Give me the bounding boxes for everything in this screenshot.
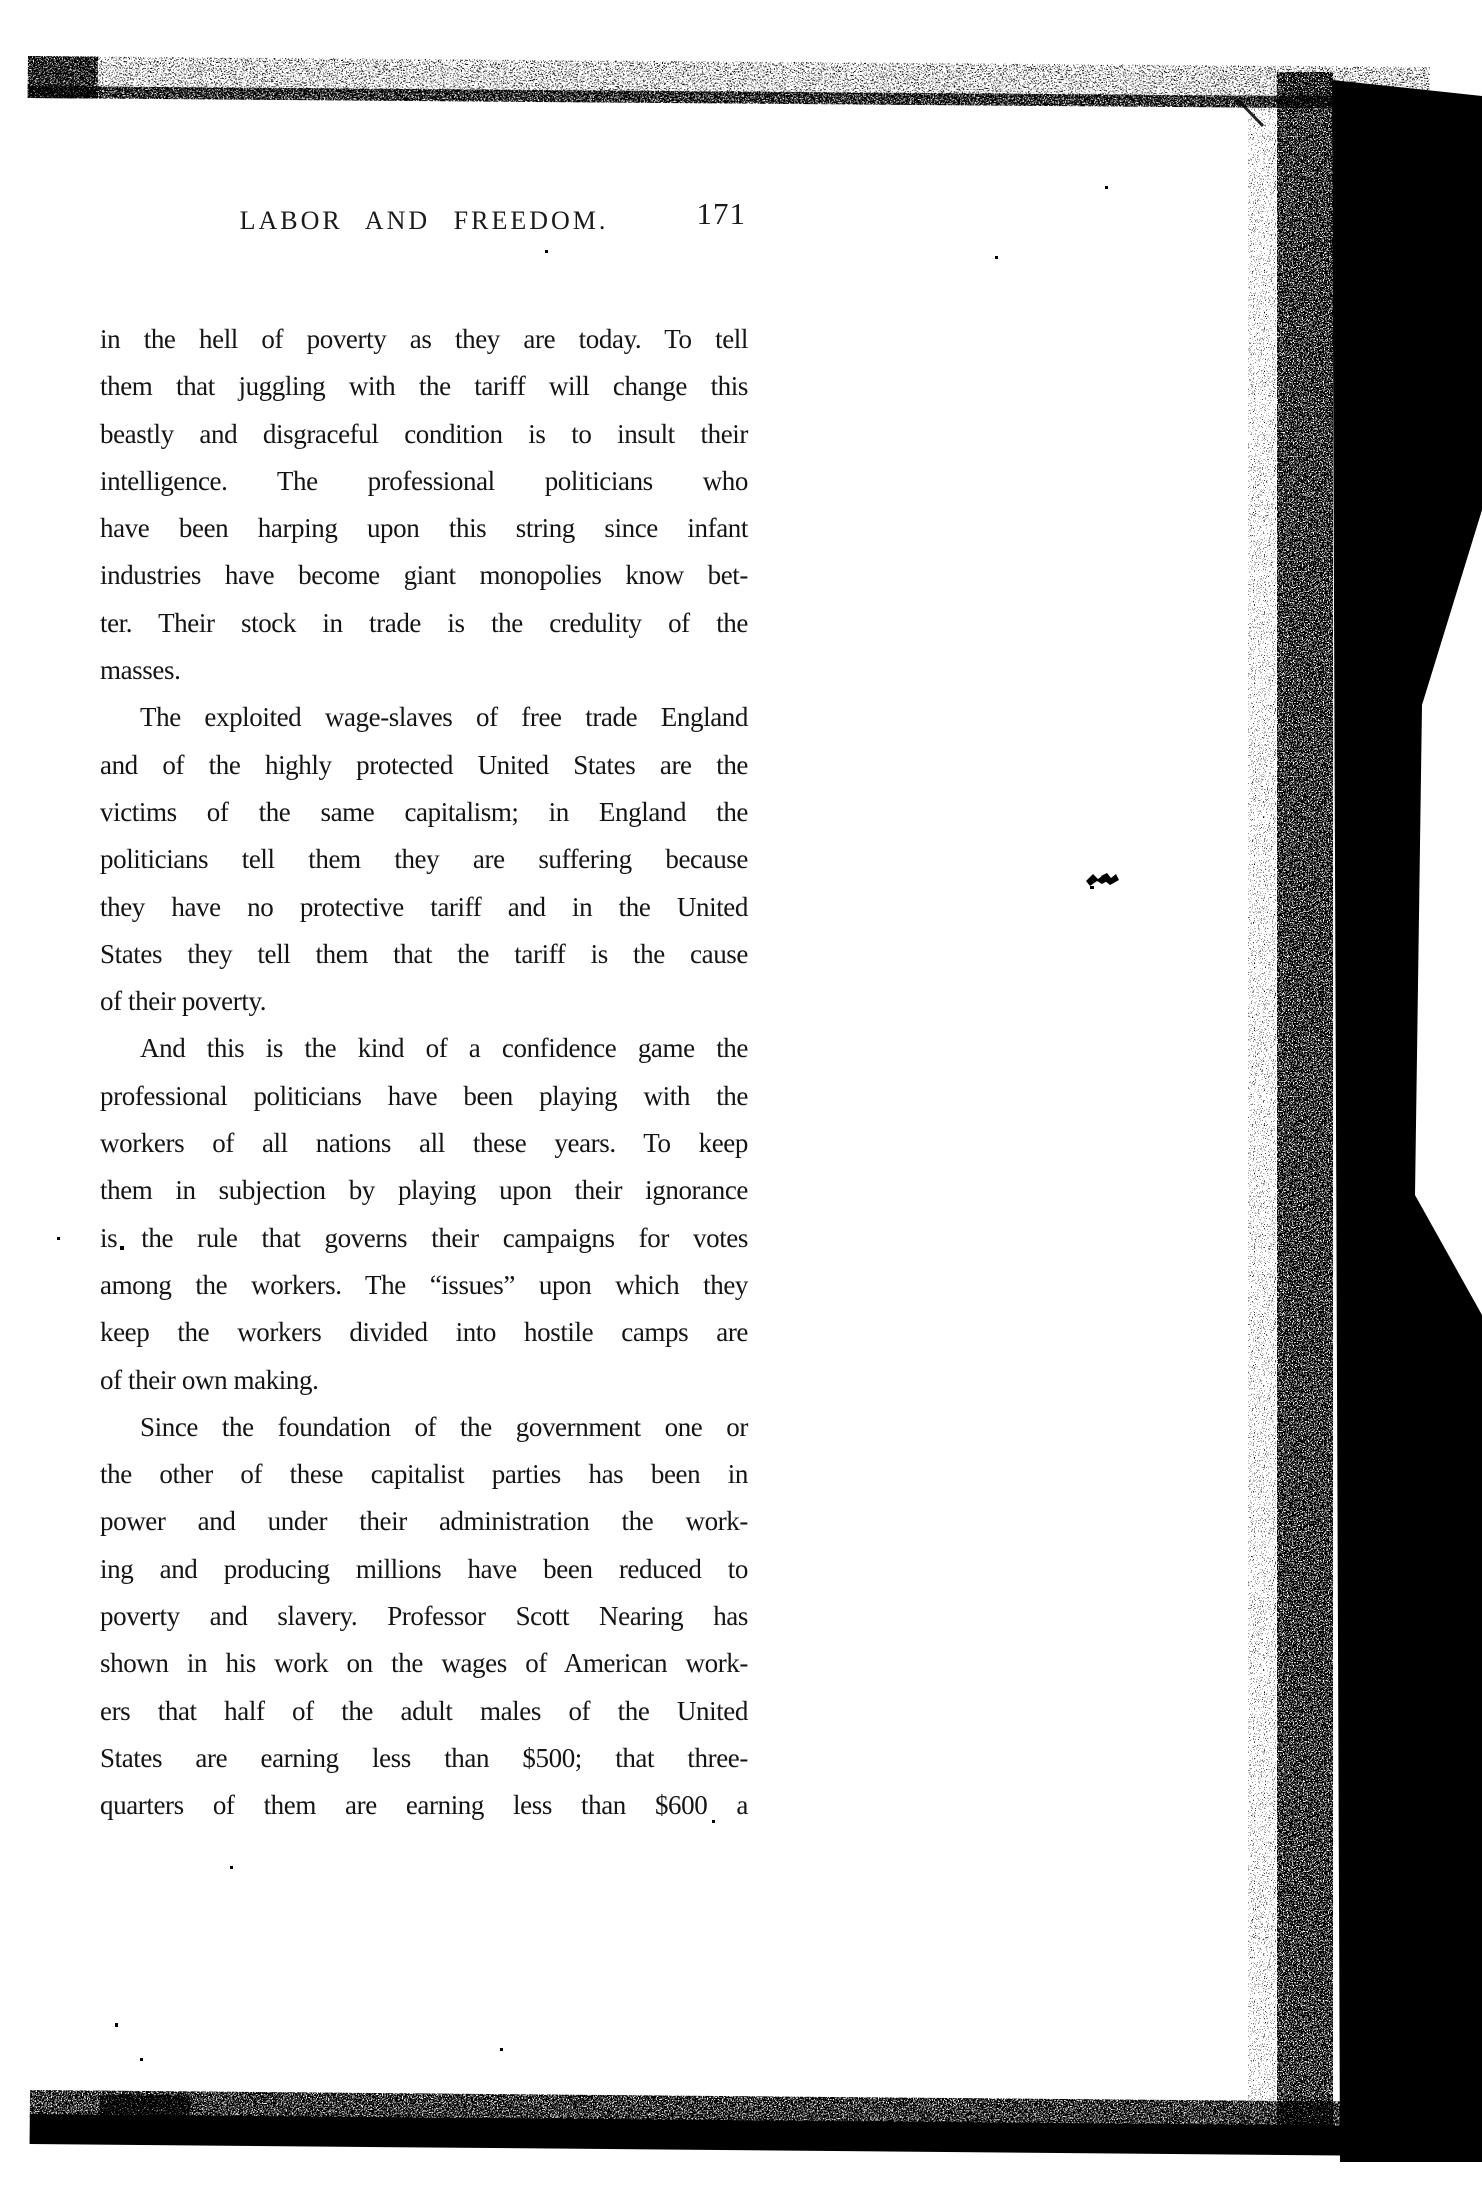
- text-line: among the workers. The “issues” upon which they: [100, 1269, 748, 1300]
- body-text: [100, 316, 748, 1830]
- text-line: keep the workers divided into hostile camps are: [100, 1317, 748, 1348]
- text-line: quarters of them are earning less than $600 a: [100, 1790, 748, 1821]
- running-title: LABOR AND FREEDOM.: [239, 206, 609, 235]
- text-line: and of the highly protected United States are the: [100, 749, 748, 780]
- text-line: masses.: [100, 655, 181, 686]
- text-line: of their poverty.: [100, 986, 267, 1017]
- paragraph: [100, 694, 748, 1025]
- paragraph: [100, 1025, 748, 1403]
- text-line: ers that half of the adult males of the United: [100, 1695, 748, 1726]
- paragraph: [100, 316, 748, 694]
- text-line: ing and producing millions have been reduced to: [100, 1553, 748, 1584]
- text-line: States they tell them that the tariff is the cause: [100, 938, 748, 969]
- text-line: ter. Their stock in trade is the credulity of the: [100, 607, 748, 638]
- text-line: of their own making.: [100, 1364, 319, 1395]
- spine-texture-strip: [1277, 72, 1333, 2144]
- text-line: victims of the same capitalism; in England the: [100, 796, 748, 827]
- ink-smudge: [1086, 873, 1119, 889]
- page-number: 171: [696, 196, 746, 231]
- text-line: they have no protective tariff and in the United: [100, 891, 748, 922]
- text-line: them in subjection by playing upon their ignorance: [100, 1175, 748, 1206]
- text-line: is the rule that governs their campaigns for votes: [100, 1222, 748, 1253]
- text-line: beastly and disgraceful condition is to insult their: [100, 418, 748, 449]
- text-line: workers of all nations all these years. To keep: [100, 1128, 748, 1159]
- paragraph: [100, 1404, 748, 1830]
- text-line: And this is the kind of a confidence game the: [140, 1033, 748, 1064]
- text-line: industries have become giant monopolies know bet-: [100, 560, 748, 591]
- text-line: intelligence. The professional politicians who: [100, 465, 748, 496]
- text-line: the other of these capitalist parties has been in: [100, 1459, 748, 1490]
- text-line: power and under their administration the work-: [100, 1506, 748, 1537]
- text-line: politicians tell them they are suffering because: [100, 844, 748, 875]
- text-line: them that juggling with the tariff will change this: [100, 371, 748, 402]
- text-line: shown in his work on the wages of American work-: [100, 1648, 748, 1679]
- text-line: have been harping upon this string since infant: [100, 513, 748, 544]
- spine-black-band: [1332, 80, 1482, 2162]
- text-line: Since the foundation of the government one or: [140, 1411, 748, 1442]
- top-scan-band: [28, 56, 1430, 109]
- text-line: poverty and slavery. Professor Scott Nearing has: [100, 1601, 748, 1632]
- text-line: States are earning less than $500; that three-: [100, 1742, 748, 1773]
- page-header: [100, 198, 748, 242]
- text-line: in the hell of poverty as they are today. To tell: [100, 324, 748, 354]
- page-edge-speckles: [1248, 105, 1276, 2100]
- bottom-scan-band: [30, 2090, 1482, 2157]
- text-line: The exploited wage-slaves of free trade England: [140, 702, 748, 733]
- text-line: professional politicians have been playing with the: [100, 1080, 748, 1111]
